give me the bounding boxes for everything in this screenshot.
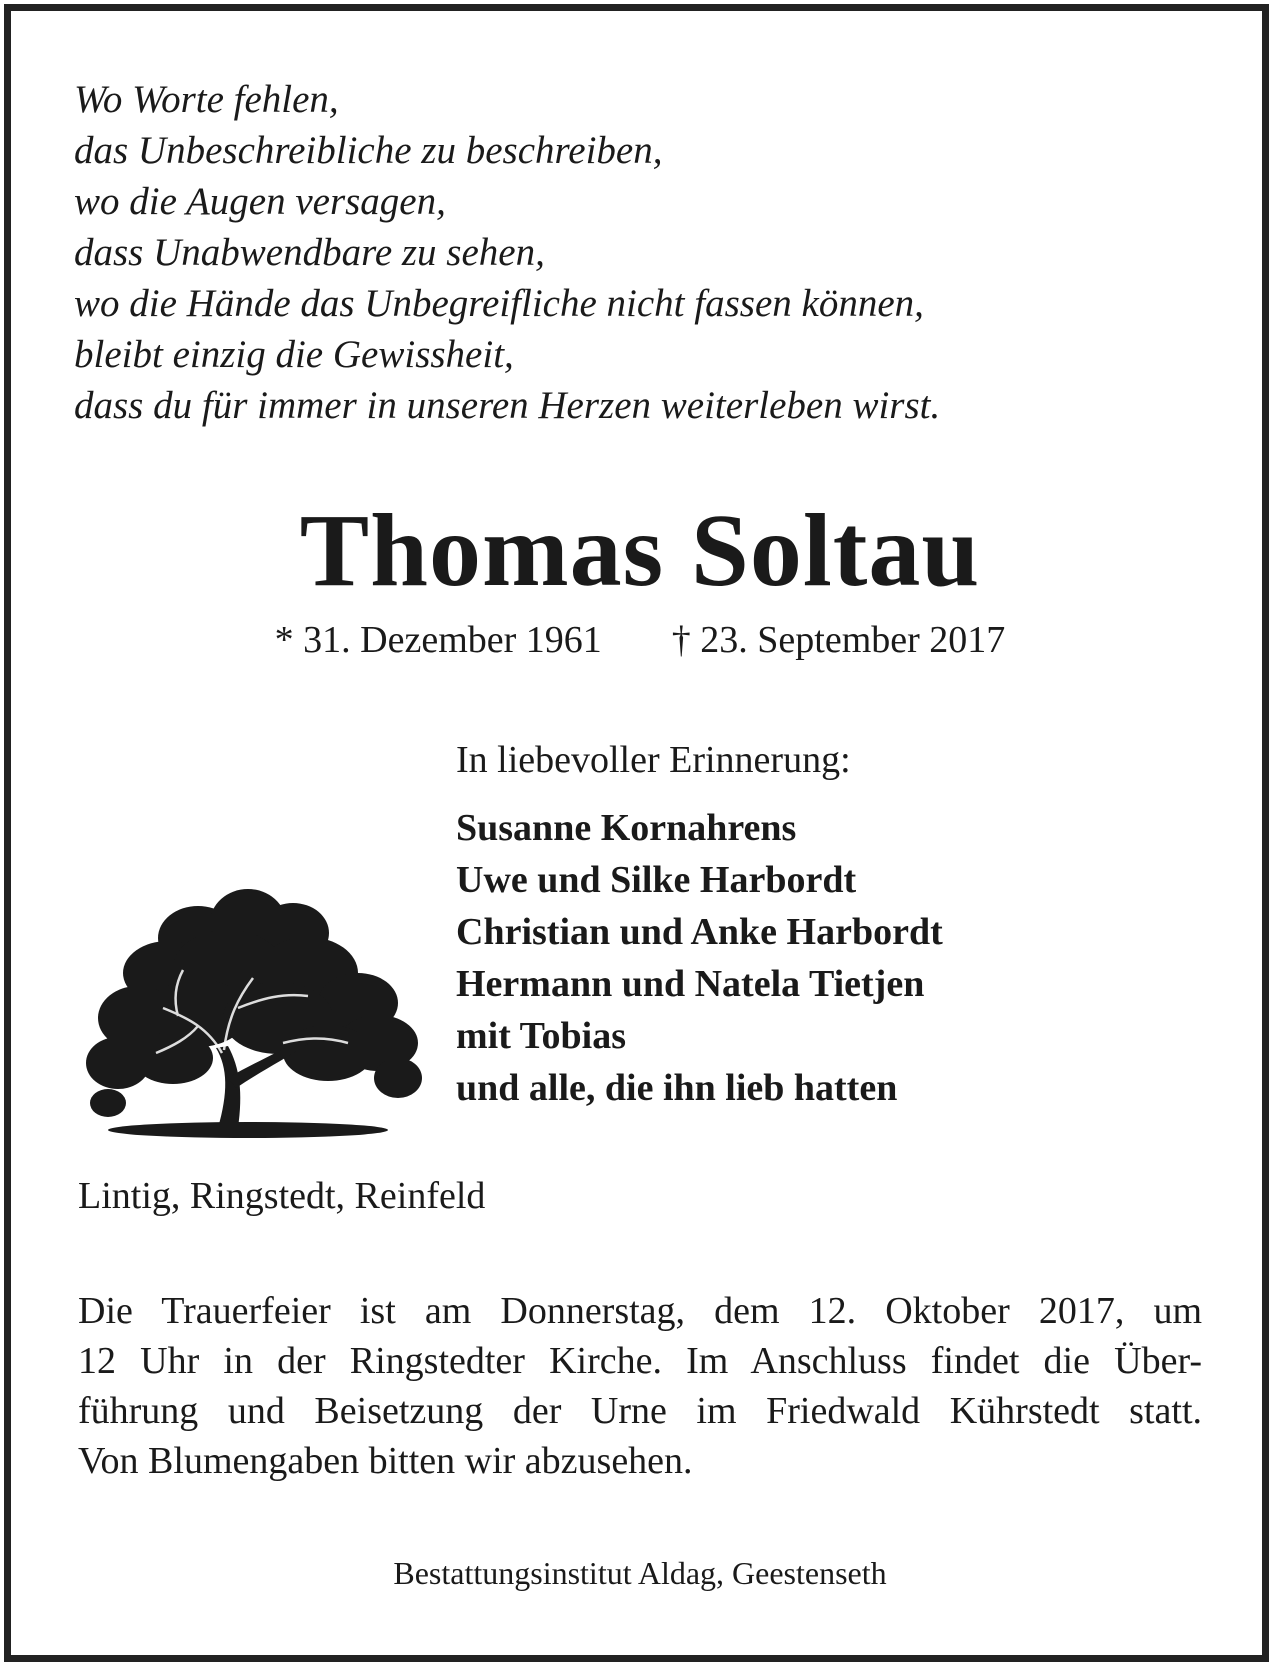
death-date: † 23. September 2017 xyxy=(671,619,1006,661)
service-line: 12 Uhr in der Ringstedter Kirche. Im Anschluss findet die Über- xyxy=(78,1340,1202,1382)
mourner: mit Tobias xyxy=(456,1015,627,1057)
mourner: Hermann und Natela Tietjen xyxy=(456,963,925,1005)
undertaker-line: Bestattungsinstitut Aldag, Geestenseth xyxy=(393,1555,887,1591)
poem-line: bleibt einzig die Gewissheit, xyxy=(74,333,514,376)
service-line: führung und Beisetzung der Urne im Friedwald Kührstedt statt. xyxy=(78,1390,1202,1432)
poem-line: dass du für immer in unseren Herzen weiterleben wirst. xyxy=(74,384,941,427)
service-info xyxy=(78,1286,1202,1486)
mourner: und alle, die ihn lieb hatten xyxy=(456,1067,898,1109)
life-dates xyxy=(0,616,1280,664)
poem-line: das Unbeschreibliche zu beschreiben, xyxy=(74,129,663,172)
mourners-list xyxy=(456,802,943,1114)
poem xyxy=(74,74,940,431)
poem-line: Wo Worte fehlen, xyxy=(74,78,339,121)
birth-date: * 31. Dezember 1961 xyxy=(274,619,602,661)
mourner: Christian und Anke Harbordt xyxy=(456,911,943,953)
service-line: Von Blumengaben bitten wir abzusehen. xyxy=(78,1440,693,1482)
service-line: Die Trauerfeier ist am Donnerstag, dem 12. Oktober 2017, um xyxy=(78,1290,1202,1332)
memory-heading: In liebevoller Erinnerung: xyxy=(456,739,851,781)
places-line: Lintig, Ringstedt, Reinfeld xyxy=(78,1175,486,1217)
deceased-name: Thomas Soltau xyxy=(299,493,981,608)
poem-line: wo die Augen versagen, xyxy=(74,180,446,223)
tree-illustration-icon xyxy=(78,878,424,1138)
mourner: Susanne Kornahrens xyxy=(456,807,797,849)
mourner: Uwe und Silke Harbordt xyxy=(456,859,857,901)
poem-line: dass Unabwendbare zu sehen, xyxy=(74,231,545,274)
poem-line: wo die Hände das Unbegreifliche nicht fassen können, xyxy=(74,282,924,325)
